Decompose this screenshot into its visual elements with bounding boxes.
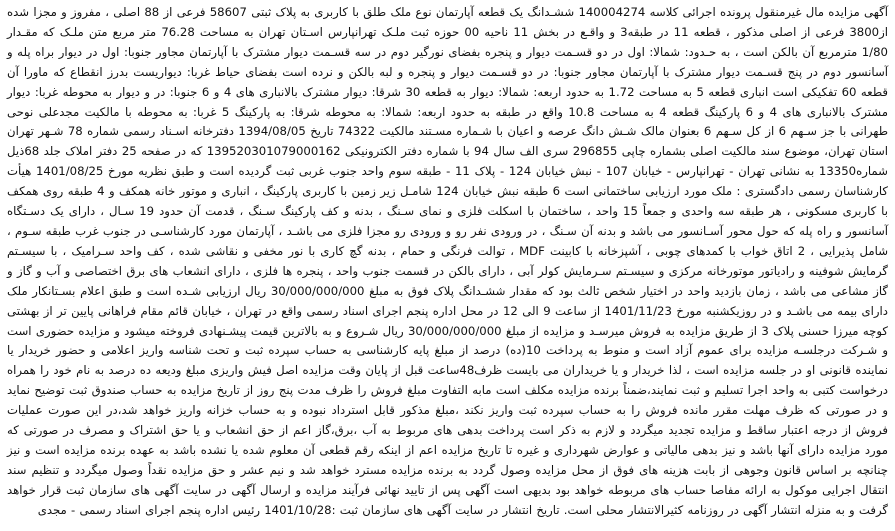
notice-body-paragraph: آگهی مزایده مال غیرمنقول پرونده اجرائی کلاسه 140004274 ششـدانگ یک قطعه آپارتمان نوع ملک طلق با کاربری به پلاک ثبتی 58607 فرعی از 88 اصلی ، مفروز و مجزا شده از3800 فرعی از اصلی مذکور ، قطعه 11 در طبقه3 و واقـع در بخش 11 ناحیه 00 حوزه ثبت ملـک تهرانپارس اسـتان تهران به مساحت 76.28 متر مربع متن ملـک که مقـدار 1/80 مترمربع آن بالکن است ، به حـدود: شمالا: اول در دو قسـمت دیوار و پنجره بفضای نورگیر دوم در سه قسـمت دیوار مشترک با آپارتمان مجاور جنوبا: اول در دیوار براه پله و آسانسور دوم در پنج قسـمت دیوار مشترک با آپارتمان مجاور جنوبا: در دو قسـمت دیوار و پنجره و لبه بالکن و نرده است بفضای حیاط غربا: دیواریست بدرز انقطاع که ماورا آن قطعه 60 تفکیکی است انباری قطعه 5 به مساحت 1.72 به حدود اربعه: شمالا: دیوار به قطعه 30 شرقا: دیوار مشترک بالانباری های 4 و 6 جنوبا: در و دیوار به محوطه غربا: دیوار مشترک بالانباری های 4 و 6 پارکینگ قطعه 4 به مساحت 10.8 واقع در طبقه به حدود اربعه: شمالا: به محوطه شرقا: به پارکینگ 5 غربا: به محوطه با مالکیت مجدعلی نوحی طهرانی با جز سـهم 6 از کل سـهم 6 بعنوان مالک شـش دانگ عرصه و اعیان با شـماره مسـتند مالکیت 74322 تاریخ 1394/08/05 دفترخانه اسـناد رسمی شماره 78 شـهر تهران استان تهران، موضوع سند مالکیت اصلی بشماره چاپی 296855 سری الف سال 94 با شماره دفتر الکترونیکی 139520301079000162 که در صفحه 25 دفتر املاک جلد 68ذیل شماره13350 به نشانی تهران - تهرانپارس - خیابان 107 - نبش خیابان 124 - پلاک 11 - طبقه سوم واحد جنوب غربی ثبت گردیده است و طبق نظریه مورخ 1401/08/25 هیأت کارشناسان رسمی دادگستری : ملک مورد ارزیابی ساختمانی است 6 طبقه نبش خیابان 124 شامـل زیر زمین با کاربری پارکینگ ، انباری و موتور خانه همکف و 4 طبقه روی همکف با کاربری مسکونی ، هر طبقه سه واحدی و جمعاً 15 واحد ، ساختمان با اسکلت فلزی و نمای سـنگ ، بدنه و کف پارکینگ سـنگ ، قدمت آن حدود 19 سـال ، دارای یک دسـتگاه آسانسور و راه پله که حول محور آسـانسور می باشد و بدنه آن سـنگ ، در ورودی نفر رو و ورودی رو مجزا فلزی می باشـد ، آپارتمان مورد کارشناسـی در جنوب غرب طبقه سـوم ، شامل پذیرایی ، 2 اتاق خواب با کمدهای چوبی ، آشپزخانه با کابینت MDF ، توالت فرنگی و حمام ، بدنه گچ کاری با نور مخفی و نقاشی شده ، کف واحد سـرامیک ، با سیسـتم گرمایش شوفینه و رادیاتور موتورخانه مرکزی و سیسـتم سـرمایش کولر آبی ، دارای بالکن در قسمت جنوب واحد ، پنجره ها فلزی ، دارای انشعاب های برق اختصاصی و آب و گاز و گاز مشاعی می باشد ، زمان بازدید واحد در اختیار شخص ثالث بود که مقدار ششـدانگ پلاک فوق به مبلغ 30/000/000/000 ریال ارزیابی شـده است و طبق اعلام بسـتانکار ملک دارای بیمه می باشـد و در روزیکشنبه مورخ 1401/11/23 از ساعت 9 الی 12 در محل اداره پنجم اجرای اسناد رسمی واقع در تهران ، خیابان قائم مقام فراهانی پایین تر از بهشتی کوچه میرزا حسنی پلاک 3 از طریق مزایده به فروش میرسـد و مزایده از مبلغ 30/000/000/000 ریال شـروع و به بالاترین قیمت پیشـنهادی فروخته میشود و مزایده حضوری است و شـرکت درجلسـه مزایده برای عموم آزاد است و منوط به پرداخت 10(ده) درصد از مبلغ پایه کارشناسی به حساب سپرده ثبت و تحت شناسه واریز اعلامی و حضور خریدار یا نماینده قانونی او در جلسه مزایده است ، لذا خریدار و یا خریداران می بایست ظرف48ساعت قبل از پایان وقت مزایده اصل فیش واریزی مبلغ ودیعه ده درصد به نام خود را همراه درخواست کتبی به واحد اجرا تسلیم و ثبت نمایند،ضمناً برنده مزایده مکلف است مابه التفاوت مبلغ فروش را ظرف مدت پنج روز از تاریخ مزایده به حساب صندوق ثبت توضیح نماید و در صورتی که ظرف مهلت مقرر مانده فروش را به حساب سپرده ثبت واریز نکند ،مبلغ مذکور قابل استرداد نبوده و به حساب خزانه واریز خواهد شد،در این صورت عملیات فروش از درجه اعتبار ساقط و مزایده تجدید میگردد و لازم به ذکر است پرداخت بدهی های مربوط به آب ،برق،گاز اعم از حق انشعاب و یا حق اشتراک و مصرف در صورتی که مورد مزایده دارای آنها باشد و نیز بدهی مالیاتی و عوارض شهرداری و غیره تا تاریخ مزایده اعم از اینکه رقم قطعی آن معلوم شده یا نشده باشد به عهده برنده مزایده است و نیز چنانچه بر اساس قانون وجوهی از بابت هزینه های فوق از محل مزایده وصول گردد به برنده مزایده مسترد خواهد شد و نیم عشر و حق مزایده نقداً وصول میگردد و تنظیم سند انتقال اجرایی موکول به ارائه مفاصا حساب های مربوطه خواهد بود بدیهی است آگهی پس از تایید نهائی فرآیند مزایده و ارسال آگهی در سایت آگهی های سازمان ثبت قرار خواهد گرفت و به منزله انتشار آگهی در روزنامه کثیرالانتشار محلی است. تاریخ انتشار در سایت آگهی های سازمان ثبت :1401/10/28 رئیس اداره پنجم اجرای اسناد رسمی - مجدی — [7, 5, 889, 517]
